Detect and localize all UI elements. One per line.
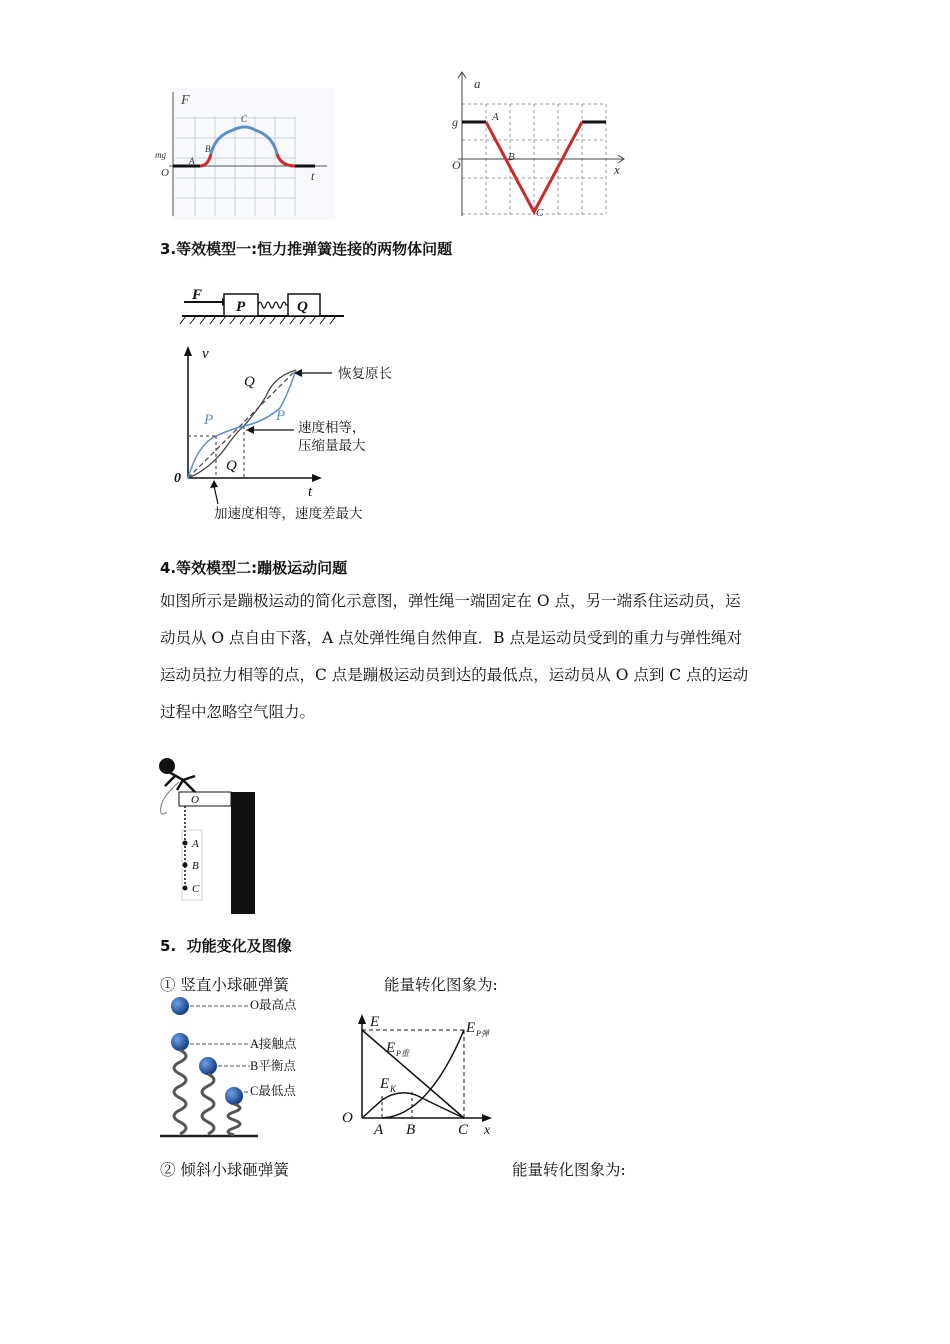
energy-b-label: B: [406, 1122, 416, 1138]
vt-t-label: t: [308, 484, 313, 500]
point-b-dot: [183, 863, 188, 868]
energy-c-label: C: [458, 1122, 469, 1138]
accel-point-a: A: [492, 111, 499, 123]
fig-force-curve: [155, 88, 335, 220]
vt-v-label: v: [202, 346, 209, 362]
force-origin-label: O: [161, 167, 169, 179]
spring-coil: [258, 302, 288, 308]
force-point-b: B: [205, 144, 211, 154]
spring-q-label: Q: [297, 299, 308, 315]
ball-a: [171, 1033, 189, 1051]
ek-sub: K: [390, 1084, 397, 1094]
note-c: C最低点: [250, 1084, 296, 1098]
accel-x-label: x: [614, 162, 620, 177]
jumper-head: [159, 758, 175, 774]
bungee-o-label: O: [191, 794, 199, 806]
vt-p-label-left: P: [204, 412, 214, 428]
accel-point-c: C: [536, 207, 544, 219]
ek-label: E: [380, 1076, 390, 1092]
spring-a: [174, 1050, 186, 1134]
vt-p-label-right: P: [276, 408, 286, 424]
tower: [231, 792, 255, 914]
ball-b: [199, 1057, 217, 1075]
force-point-c: C: [241, 114, 248, 124]
ground-hatch: [180, 316, 336, 324]
energy-x-arrow: [482, 1114, 492, 1122]
spring-c: [228, 1104, 240, 1135]
item2-graph-label: 能量转化图象为:: [512, 1161, 626, 1179]
force-f-label: F: [181, 93, 190, 108]
section4-heading: 4.等效模型二:蹦极运动问题: [160, 559, 348, 577]
energy-graph-svg: [338, 1012, 508, 1140]
vt-q-label: Q: [244, 374, 255, 390]
item1-graph-label: 能量转化图象为:: [384, 976, 498, 994]
ep-grav-sub: P重: [396, 1049, 409, 1058]
bungee-c-label: C: [192, 883, 200, 895]
energy-y-arrow: [358, 1014, 366, 1024]
section4-line-4: 过程中忽略空气阻力。: [160, 703, 316, 721]
energy-x-label: x: [484, 1123, 491, 1138]
accel-origin-label: O: [452, 158, 461, 172]
section4-paragraph: [160, 583, 800, 731]
fig-vt-graph: [168, 340, 408, 528]
spring-b: [202, 1074, 214, 1134]
ep-spring-sub: P弹: [476, 1029, 489, 1038]
spring-blocks-svg: [178, 282, 348, 326]
force-curve-svg: [155, 88, 335, 220]
energy-origin: O: [342, 1110, 353, 1126]
bungee-rope-loop: [161, 782, 179, 814]
note-b: B平衡点: [250, 1059, 296, 1073]
bungee-a-label: A: [192, 838, 199, 850]
vt-q-label-low: Q: [226, 458, 237, 474]
energy-e-label: E: [370, 1014, 380, 1030]
section4-line-3: 运动员拉力相等的点，C 点是蹦极运动员到达的最低点，运动员从 O 点到 C 点的运动: [160, 666, 749, 684]
bungee-svg: [155, 752, 265, 918]
note-a: A接触点: [250, 1037, 297, 1051]
balls-springs-svg: [158, 994, 308, 1140]
section4-line-2: 动员从 O 点自由下落，A 点处弹性绳自然伸直．B 点是运动员受到的重力与弹性绳对: [160, 629, 743, 647]
ball-c: [225, 1087, 243, 1105]
vt-y-arrow: [184, 346, 192, 356]
ball-o: [171, 997, 189, 1015]
point-c-dot: [183, 886, 188, 891]
item2-label: ② 倾斜小球砸弹簧: [160, 1161, 289, 1179]
accel-a-label: a: [474, 76, 481, 91]
vt-origin-label: 0: [174, 471, 181, 486]
item1-label: ① 竖直小球砸弹簧: [160, 976, 289, 994]
force-point-a: A: [189, 156, 195, 166]
spring-f-label: F: [192, 287, 203, 303]
fig-spring-blocks: [178, 282, 348, 326]
platform: [179, 792, 231, 806]
vt-note-accel: 加速度相等，速度差最大: [214, 506, 363, 522]
section3-heading: 3.等效模型一:恒力推弹簧连接的两物体问题: [160, 240, 453, 258]
force-mg-label: mg: [155, 150, 166, 160]
fig-accel-graph: [448, 70, 633, 220]
force-t-label: t: [311, 169, 315, 183]
note-o: O最高点: [250, 998, 297, 1012]
arrow-accel-equal-head: [210, 480, 218, 488]
jumper-body: [165, 772, 195, 792]
accel-graph-svg: [448, 70, 633, 220]
point-a-dot: [183, 841, 188, 846]
section5-heading: 5. 功能变化及图像: [160, 937, 292, 955]
arrow-accel-equal: [214, 486, 218, 504]
vt-note-speed-2: 压缩量最大: [298, 438, 366, 454]
ep-spring-label: E: [466, 1020, 476, 1036]
fig-bungee: [155, 752, 265, 918]
section4-line-1: 如图所示是蹦极运动的简化示意图，弹性绳一端固定在 O 点，另一端系住运动员，运: [160, 592, 741, 610]
energy-a-label: A: [374, 1122, 384, 1138]
arrow-speed-equal-head: [246, 426, 254, 434]
fig-energy-graph: [338, 1012, 508, 1140]
vt-x-arrow: [312, 474, 322, 482]
accel-g-label: g: [452, 115, 458, 129]
vt-note-speed-1: 速度相等，: [298, 420, 366, 436]
accel-point-b: B: [508, 151, 515, 163]
vt-graph-svg: [168, 340, 408, 528]
spring-p-label: P: [236, 299, 246, 315]
ep-grav-label: E: [386, 1040, 396, 1056]
fig-balls-springs: [158, 994, 308, 1140]
bungee-b-label: B: [192, 860, 199, 872]
vt-note-restore: 恢复原长: [338, 366, 392, 382]
